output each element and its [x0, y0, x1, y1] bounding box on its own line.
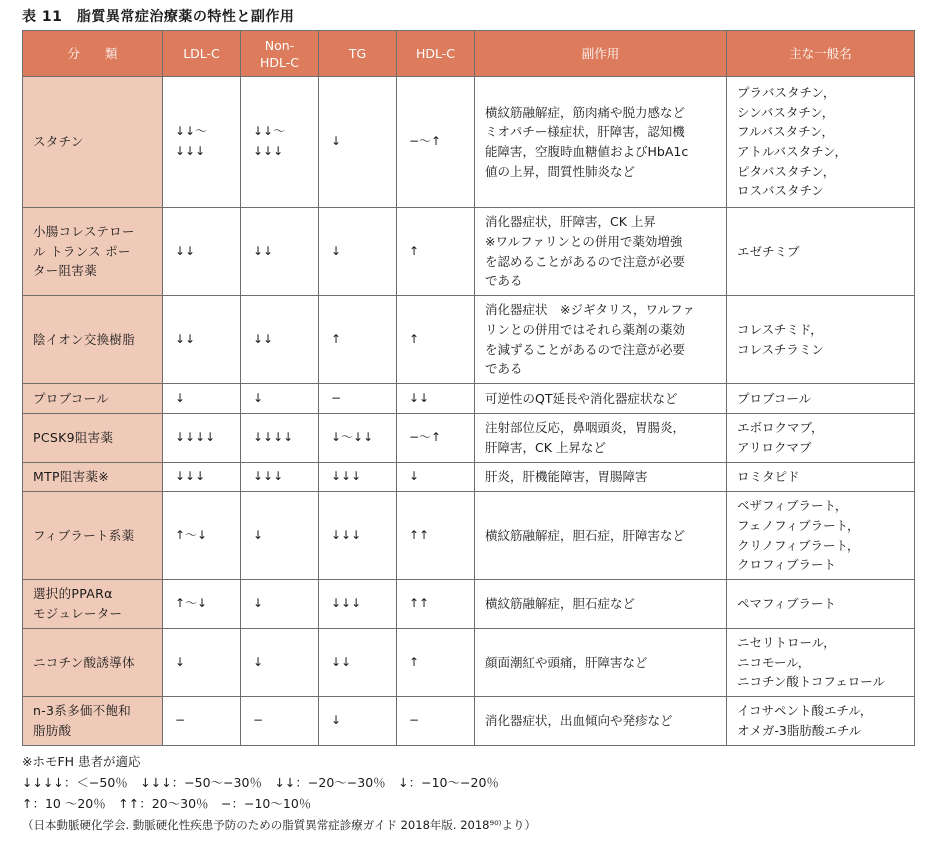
legend-decrease: ↓↓↓↓：＜−50％ ↓↓↓：−50〜−30％ ↓↓：−20〜−30％ ↓：−10〜−20％	[22, 775, 499, 790]
row-hdl: ↑↑	[397, 580, 475, 629]
row-side-effects: 消化器症状，肝障害，CK 上昇 ※ワルファリンとの併用で薬効増強 を認めることがあるので注意が必要 である	[475, 208, 727, 296]
row-hdl: ↓	[397, 463, 475, 492]
row-category: 選択的PPARα モジュレーター	[23, 580, 163, 629]
row-tg: ↓	[319, 697, 397, 746]
row-tg: ↓↓↓	[319, 580, 397, 629]
row-nonhdl: ↓↓↓	[241, 463, 319, 492]
row-side-effects: 注射部位反応，鼻咽頭炎，胃腸炎， 肝障害，CK 上昇など	[475, 414, 727, 463]
row-side-effects: 横紋筋融解症，筋肉痛や脱力感など ミオパチー様症状，肝障害，認知機 能障害，空腹時血糖値およびHbA1c 値の上昇，間質性肺炎など	[475, 77, 727, 208]
table-header-row	[23, 31, 915, 77]
row-category: プロブコール	[23, 384, 163, 414]
table-row	[23, 208, 915, 296]
table-row	[23, 463, 915, 492]
row-side-effects: 肝炎，肝機能障害，胃腸障害	[475, 463, 727, 492]
row-generic: コレスチミド， コレスチラミン	[727, 296, 915, 384]
row-tg: ↓↓	[319, 629, 397, 697]
row-hdl: ↑	[397, 208, 475, 296]
row-generic: イコサペント酸エチル， オメガ-3脂肪酸エチル	[727, 697, 915, 746]
row-side-effects: 横紋筋融解症，胆石症など	[475, 580, 727, 629]
row-ldl: ↓↓	[163, 208, 241, 296]
row-category: スタチン	[23, 77, 163, 208]
header-side-effects: 副作用	[475, 31, 727, 77]
row-tg: ↓↓↓	[319, 492, 397, 580]
header-generic: 主な一般名	[727, 31, 915, 77]
table-row	[23, 296, 915, 384]
table-row	[23, 629, 915, 697]
row-side-effects: 消化器症状，出血傾向や発疹など	[475, 697, 727, 746]
row-nonhdl: ↓↓〜 ↓↓↓	[241, 77, 319, 208]
row-hdl: −〜↑	[397, 414, 475, 463]
row-generic: ニセリトロール， ニコモール， ニコチン酸トコフェロール	[727, 629, 915, 697]
row-nonhdl: ↓↓	[241, 208, 319, 296]
row-category: n-3系多価不飽和 脂肪酸	[23, 697, 163, 746]
row-hdl: −	[397, 697, 475, 746]
row-category: PCSK9阻害薬	[23, 414, 163, 463]
row-side-effects: 消化器症状 ※ジギタリス，ワルファ リンとの併用ではそれら薬剤の薬効 を減ずることがあるので注意が必要 である	[475, 296, 727, 384]
row-ldl: ↓↓↓	[163, 463, 241, 492]
table-title: 表 11 脂質異常症治療薬の特性と副作用	[22, 9, 295, 25]
row-generic: プラバスタチン， シンバスタチン， フルバスタチン， アトルバスタチン， ピタバスタチン， ロスバスタチン	[727, 77, 915, 208]
row-category: MTP阻害薬※	[23, 463, 163, 492]
header-hdl: HDL-C	[397, 31, 475, 77]
row-ldl: ↓↓〜 ↓↓↓	[163, 77, 241, 208]
table-row	[23, 414, 915, 463]
source-citation: （日本動脈硬化学会. 動脈硬化性疾患予防のための脂質異常症診療ガイド 2018年版. 2018⁹⁰⁾より）	[22, 818, 537, 832]
row-nonhdl: ↓↓	[241, 296, 319, 384]
row-nonhdl: ↓	[241, 384, 319, 414]
row-ldl: ↓	[163, 384, 241, 414]
row-hdl: ↑↑	[397, 492, 475, 580]
table-row	[23, 384, 915, 414]
row-tg: ↑	[319, 296, 397, 384]
row-generic: ロミタピド	[727, 463, 915, 492]
header-tg: TG	[319, 31, 397, 77]
row-category: ニコチン酸誘導体	[23, 629, 163, 697]
row-hdl: ↑	[397, 629, 475, 697]
header-nonhdl: Non- HDL-C	[241, 31, 319, 77]
row-category: 小腸コレステロー ル トランス ポー ター阻害薬	[23, 208, 163, 296]
header-category: 分 類	[23, 31, 163, 77]
table-row	[23, 697, 915, 746]
row-category: フィブラート系薬	[23, 492, 163, 580]
row-hdl: −〜↑	[397, 77, 475, 208]
row-side-effects: 横紋筋融解症，胆石症，肝障害など	[475, 492, 727, 580]
row-tg: ↓〜↓↓	[319, 414, 397, 463]
note-homo-fh: ※ホモFH 患者が適応	[22, 754, 141, 769]
row-generic: エボロクマブ， アリロクマブ	[727, 414, 915, 463]
row-tg: ↓	[319, 77, 397, 208]
row-tg: ↓↓↓	[319, 463, 397, 492]
row-ldl: ↓↓	[163, 296, 241, 384]
row-nonhdl: ↓	[241, 629, 319, 697]
row-generic: ベザフィブラート， フェノフィブラート， クリノフィブラート， クロフィブラート	[727, 492, 915, 580]
row-nonhdl: ↓	[241, 492, 319, 580]
drug-table	[22, 30, 915, 746]
row-ldl: ↑〜↓	[163, 580, 241, 629]
row-ldl: ↑〜↓	[163, 492, 241, 580]
row-tg: ↓	[319, 208, 397, 296]
row-nonhdl: ↓↓↓↓	[241, 414, 319, 463]
row-generic: プロブコール	[727, 384, 915, 414]
table-row	[23, 77, 915, 208]
table-notes	[22, 751, 922, 836]
table-row	[23, 492, 915, 580]
row-ldl: ↓	[163, 629, 241, 697]
row-generic: ペマフィブラート	[727, 580, 915, 629]
row-ldl: −	[163, 697, 241, 746]
legend-increase: ↑：10 〜20％ ↑↑：20〜30％ −：−10〜10％	[22, 796, 312, 811]
table-row	[23, 580, 915, 629]
row-side-effects: 可逆性のQT延長や消化器症状など	[475, 384, 727, 414]
header-ldl: LDL-C	[163, 31, 241, 77]
row-generic: エゼチミブ	[727, 208, 915, 296]
row-tg: −	[319, 384, 397, 414]
row-side-effects: 顔面潮紅や頭痛，肝障害など	[475, 629, 727, 697]
row-category: 陰イオン交換樹脂	[23, 296, 163, 384]
row-ldl: ↓↓↓↓	[163, 414, 241, 463]
row-nonhdl: −	[241, 697, 319, 746]
row-hdl: ↑	[397, 296, 475, 384]
row-hdl: ↓↓	[397, 384, 475, 414]
row-nonhdl: ↓	[241, 580, 319, 629]
